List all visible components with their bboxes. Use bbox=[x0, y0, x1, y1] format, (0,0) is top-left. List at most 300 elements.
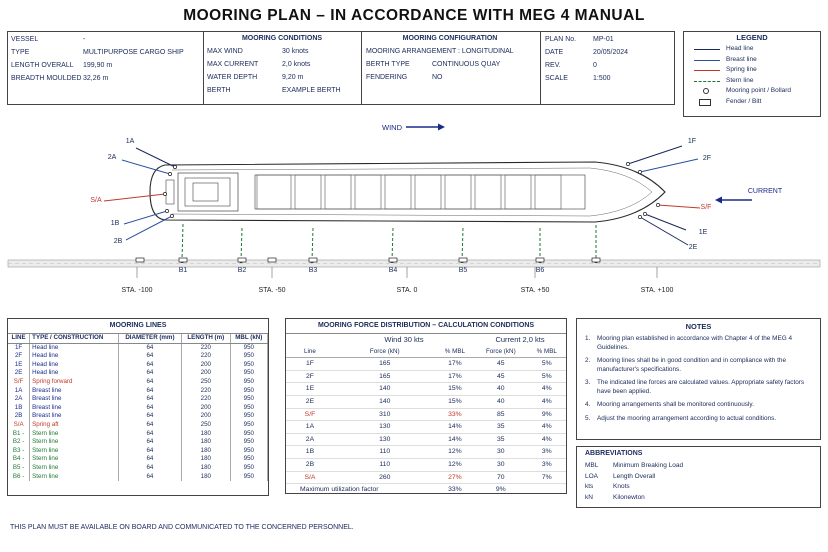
station-label: STA. 0 bbox=[396, 287, 418, 294]
legend-item bbox=[684, 76, 820, 87]
table-row bbox=[8, 421, 268, 430]
line-label: S/A bbox=[90, 197, 102, 204]
table-cell: 64 bbox=[118, 378, 181, 387]
legend-heading: LEGEND bbox=[736, 33, 768, 42]
bollard-icon bbox=[536, 258, 544, 262]
condition-key: MAX CURRENT bbox=[207, 61, 259, 68]
table-row bbox=[8, 404, 268, 413]
config-value: NO bbox=[432, 74, 443, 81]
table-cell: 40 bbox=[497, 397, 505, 405]
table-row bbox=[8, 430, 268, 439]
plan-key: PLAN No. bbox=[545, 36, 577, 43]
table-cell: 64 bbox=[118, 438, 181, 447]
table-cell: Breast line bbox=[30, 395, 119, 404]
table-cell: S/A bbox=[304, 473, 316, 481]
table-cell: 130 bbox=[379, 423, 391, 431]
config-key: BERTH TYPE bbox=[366, 61, 410, 68]
mooring-line bbox=[126, 216, 172, 240]
plan-key: DATE bbox=[545, 49, 564, 56]
condition-key: BERTH bbox=[207, 87, 231, 94]
table-cell: 1F bbox=[8, 343, 30, 352]
table-row bbox=[286, 383, 566, 396]
bollard-icon bbox=[389, 258, 397, 262]
table-cell: 250 bbox=[181, 378, 230, 387]
plan-row bbox=[545, 72, 628, 85]
note-text: Mooring arrangements shall be monitored continuously. bbox=[597, 401, 754, 408]
table-cell: Stern line bbox=[30, 430, 119, 439]
condition-key: MAX WIND bbox=[207, 48, 243, 55]
legend-label: Fender / Bitt bbox=[726, 97, 762, 105]
table-cell: 950 bbox=[230, 369, 267, 378]
column-header: Force (kN) bbox=[485, 347, 516, 355]
table-row bbox=[8, 464, 268, 473]
table-cell: 165 bbox=[379, 360, 391, 368]
table-cell: 4% bbox=[541, 423, 552, 431]
table-cell: 64 bbox=[118, 387, 181, 396]
bollard-icon bbox=[309, 258, 317, 262]
table-cell: 64 bbox=[118, 421, 181, 430]
table-cell: 64 bbox=[118, 412, 181, 421]
table-cell: 64 bbox=[118, 404, 181, 413]
vessel-value: 32,26 m bbox=[83, 75, 109, 82]
table-cell: 64 bbox=[118, 361, 181, 370]
note-item bbox=[585, 401, 812, 410]
table-cell: S/F bbox=[304, 410, 316, 418]
fairlead-icon bbox=[656, 203, 659, 206]
table-cell: Head line bbox=[30, 352, 119, 361]
legend-item bbox=[684, 44, 820, 55]
note-number: 2. bbox=[585, 357, 591, 364]
table-cell: 12% bbox=[448, 460, 462, 468]
table-cell: 260 bbox=[379, 473, 391, 481]
table-cell: Spring aft bbox=[30, 421, 119, 430]
bollard-label: B1 bbox=[178, 267, 188, 274]
condition-value: 2,0 knots bbox=[282, 61, 311, 68]
table-cell: B6 - bbox=[8, 473, 30, 482]
legend-item bbox=[684, 55, 820, 66]
line-label: 1A bbox=[125, 138, 135, 145]
table-cell: 250 bbox=[181, 421, 230, 430]
note-text: The indicated line forces are calculated values. Appropriate safety factors have been applied. bbox=[597, 379, 805, 395]
table-cell: Stern line bbox=[30, 447, 119, 456]
note-item bbox=[585, 357, 812, 374]
bollard-label: B6 bbox=[535, 267, 545, 274]
table-cell: 45 bbox=[497, 372, 505, 380]
footer-row bbox=[286, 484, 566, 496]
table-cell: 950 bbox=[230, 464, 267, 473]
station-label: STA. -50 bbox=[258, 287, 286, 294]
table-cell: 200 bbox=[181, 369, 230, 378]
table-row bbox=[8, 447, 268, 456]
note-number: 1. bbox=[585, 335, 591, 342]
table-cell: 2B bbox=[305, 460, 315, 468]
condition-row bbox=[207, 71, 357, 84]
column-header: LINE bbox=[8, 334, 30, 343]
legend-label: Spring line bbox=[726, 66, 757, 73]
fairlead-icon bbox=[638, 215, 641, 218]
footer-label: Maximum utilization factor bbox=[300, 486, 379, 494]
table-cell: 35 bbox=[497, 435, 505, 443]
table-cell: 5% bbox=[541, 360, 552, 368]
vessel-value: 199,90 m bbox=[83, 62, 113, 69]
table-cell: 950 bbox=[230, 421, 267, 430]
vessel-value: MULTIPURPOSE CARGO SHIP bbox=[83, 49, 184, 56]
table-cell: 40 bbox=[497, 385, 505, 393]
table-cell: 220 bbox=[181, 387, 230, 396]
configuration-block bbox=[366, 33, 534, 84]
table-cell: 2B bbox=[8, 412, 30, 421]
table-cell: 180 bbox=[181, 430, 230, 439]
abbreviations-box bbox=[576, 446, 821, 508]
mooring-line bbox=[462, 228, 463, 261]
table-cell: 3% bbox=[541, 460, 552, 468]
table-cell: 110 bbox=[379, 460, 391, 468]
table-cell: 15% bbox=[448, 397, 462, 405]
bollard-icon bbox=[459, 258, 467, 262]
table-cell: Stern line bbox=[30, 438, 119, 447]
table-cell: 200 bbox=[181, 361, 230, 370]
line-label: 1F bbox=[687, 138, 697, 145]
table-cell: 165 bbox=[379, 372, 391, 380]
vessel-row bbox=[11, 72, 184, 85]
fender-icon bbox=[699, 99, 711, 106]
mooring-diagram bbox=[0, 110, 828, 310]
note-text: Adjust the mooring arrangement according to actual conditions. bbox=[597, 414, 777, 422]
condition-value: EXAMPLE BERTH bbox=[282, 87, 341, 94]
table-row bbox=[8, 352, 268, 361]
legend-label: Mooring point / Bollard bbox=[726, 87, 792, 94]
vessel-row bbox=[11, 33, 184, 46]
table-cell: B2 - bbox=[8, 438, 30, 447]
column-header: Force (kN) bbox=[369, 347, 400, 355]
table-cell: 1B bbox=[8, 404, 30, 413]
bollard-icon bbox=[703, 88, 709, 94]
mooring-line bbox=[182, 224, 183, 261]
config-row bbox=[366, 71, 534, 84]
table-cell: 1E bbox=[8, 361, 30, 370]
line-label: 1B bbox=[110, 220, 120, 227]
config-key: MOORING ARRANGEMENT : LONGITUDINAL bbox=[366, 48, 514, 55]
table-row bbox=[286, 458, 566, 471]
vessel-key: BREADTH MOULDED bbox=[11, 75, 82, 82]
mooring-line bbox=[628, 146, 682, 164]
table-cell: 950 bbox=[230, 352, 267, 361]
table-cell: 140 bbox=[379, 385, 391, 393]
table-cell: Head line bbox=[30, 361, 119, 370]
table-cell: 35 bbox=[497, 423, 505, 431]
fairlead-icon bbox=[163, 192, 166, 195]
table-cell: Spring forward bbox=[30, 378, 119, 387]
table-cell: 180 bbox=[181, 455, 230, 464]
line-label: S/F bbox=[700, 204, 712, 211]
table-cell: 200 bbox=[181, 404, 230, 413]
plan-row bbox=[545, 33, 628, 46]
current-label: CURRENT bbox=[747, 188, 783, 195]
fender-icon bbox=[268, 258, 276, 262]
table-cell: 200 bbox=[181, 412, 230, 421]
table-row bbox=[8, 438, 268, 447]
fairlead-icon bbox=[626, 162, 629, 165]
config-value: CONTINUOUS QUAY bbox=[432, 61, 501, 68]
condition-value: 9,20 m bbox=[282, 74, 304, 81]
table-row bbox=[8, 412, 268, 421]
table-row bbox=[8, 395, 268, 404]
bollard-label: B3 bbox=[308, 267, 318, 274]
fender-icon bbox=[136, 258, 144, 262]
mooring-line bbox=[645, 214, 686, 230]
fairlead-icon bbox=[165, 209, 168, 212]
table-cell: Stern line bbox=[30, 473, 119, 482]
bollard-label: B4 bbox=[388, 267, 398, 274]
abbreviation-meaning: Minimum Breaking Load bbox=[613, 462, 684, 469]
column-header: Line bbox=[304, 347, 316, 355]
table-cell: 950 bbox=[230, 361, 267, 370]
plan-block bbox=[545, 33, 628, 85]
table-cell: 5% bbox=[541, 372, 552, 380]
plan-value: 20/05/2024 bbox=[593, 49, 629, 56]
table-cell: Breast line bbox=[30, 412, 119, 421]
mooring-lines-heading: MOORING LINES bbox=[8, 319, 268, 334]
table-cell: 220 bbox=[181, 343, 230, 352]
table-header-row bbox=[8, 334, 268, 343]
table-cell: Breast line bbox=[30, 404, 119, 413]
table-cell: 2F bbox=[305, 372, 314, 380]
abbreviation-item bbox=[585, 472, 812, 483]
table-row bbox=[286, 433, 566, 446]
table-cell: 2A bbox=[8, 395, 30, 404]
mooring-line bbox=[241, 228, 242, 261]
table-cell: 110 bbox=[379, 448, 391, 456]
column-header: MBL (kN) bbox=[230, 334, 267, 343]
column-header: % MBL bbox=[444, 347, 466, 355]
table-cell: B3 - bbox=[8, 447, 30, 456]
table-cell: 15% bbox=[448, 385, 462, 393]
note-text: Mooring plan established in accordance with Chapter 4 of the MEG 4 Guidelines. bbox=[597, 335, 793, 351]
table-row bbox=[286, 370, 566, 383]
table-cell: 27% bbox=[448, 473, 462, 481]
table-cell: S/F bbox=[8, 378, 30, 387]
column-header: LENGTH (m) bbox=[181, 334, 230, 343]
table-cell: B4 - bbox=[8, 455, 30, 464]
table-cell: 2F bbox=[8, 352, 30, 361]
abbreviation-term: kN bbox=[585, 493, 593, 501]
condition-row bbox=[207, 58, 357, 71]
table-cell: 7% bbox=[541, 473, 552, 481]
table-cell: 180 bbox=[181, 464, 230, 473]
condition-row bbox=[207, 45, 357, 58]
table-cell: 180 bbox=[181, 438, 230, 447]
group-header-row bbox=[286, 334, 566, 346]
abbreviations-heading: ABBREVIATIONS bbox=[585, 450, 643, 457]
table-row bbox=[8, 473, 268, 482]
bollard-icon bbox=[179, 258, 187, 262]
table-cell: 1E bbox=[305, 385, 315, 393]
table-cell: 64 bbox=[118, 343, 181, 352]
table-cell: 140 bbox=[379, 397, 391, 405]
plan-row bbox=[545, 59, 628, 72]
fairlead-icon bbox=[170, 214, 173, 217]
page-title: MOORING PLAN – IN ACCORDANCE WITH MEG 4 MANUAL bbox=[183, 7, 645, 24]
table-cell: 180 bbox=[181, 473, 230, 482]
abbreviation-item bbox=[585, 493, 812, 504]
legend-line-icon bbox=[694, 81, 720, 82]
table-cell: 950 bbox=[230, 455, 267, 464]
configuration-heading: MOORING CONFIGURATION bbox=[402, 35, 498, 42]
table-cell: 950 bbox=[230, 404, 267, 413]
table-cell: 950 bbox=[230, 447, 267, 456]
mooring-line bbox=[658, 205, 700, 208]
plan-row bbox=[545, 46, 628, 59]
footer-note: THIS PLAN MUST BE AVAILABLE ON BOARD AND COMMUNICATED TO THE CONCERNED PERSONNEL. bbox=[10, 524, 354, 531]
line-label: 2A bbox=[107, 154, 117, 161]
plan-key: SCALE bbox=[545, 75, 568, 82]
station-label: STA. -100 bbox=[121, 287, 153, 294]
table-header-row bbox=[286, 346, 566, 358]
table-cell: 180 bbox=[181, 447, 230, 456]
wind-group-header: Wind 30 kts bbox=[384, 335, 424, 344]
table-cell: S/A bbox=[8, 421, 30, 430]
force-table bbox=[285, 318, 567, 494]
table-cell: 950 bbox=[230, 378, 267, 387]
mooring-line bbox=[312, 228, 313, 261]
note-item bbox=[585, 379, 812, 396]
table-cell: 30 bbox=[497, 460, 505, 468]
bollard-label: B5 bbox=[458, 267, 468, 274]
table-cell: 64 bbox=[118, 455, 181, 464]
fairlead-icon bbox=[638, 170, 641, 173]
fairlead-icon bbox=[168, 172, 171, 175]
abbreviation-term: kts bbox=[585, 483, 594, 490]
abbreviation-term: LOA bbox=[585, 472, 599, 480]
table-cell: B1 - bbox=[8, 430, 30, 439]
note-text: Mooring lines shall be in good condition and in compliance with the manufacturer's specifications. bbox=[597, 357, 786, 373]
table-row bbox=[286, 471, 566, 484]
table-cell: 2A bbox=[305, 435, 315, 443]
legend-line-icon bbox=[694, 60, 720, 61]
abbreviation-meaning: Length Overall bbox=[613, 472, 656, 480]
ship-hull bbox=[150, 162, 665, 222]
station-label: STA. +50 bbox=[520, 287, 550, 294]
legend-line-icon bbox=[694, 49, 720, 50]
line-label: 2F bbox=[702, 155, 712, 162]
table-cell: 3% bbox=[541, 448, 552, 456]
table-row bbox=[8, 378, 268, 387]
legend-label: Breast line bbox=[726, 55, 757, 63]
wind-label: WIND bbox=[382, 123, 402, 132]
note-number: 3. bbox=[585, 379, 591, 386]
vessel-row bbox=[11, 46, 184, 59]
table-cell: 12% bbox=[448, 448, 462, 456]
condition-key: WATER DEPTH bbox=[207, 74, 258, 81]
table-cell: 4% bbox=[541, 397, 552, 405]
table-cell: 64 bbox=[118, 447, 181, 456]
table-row bbox=[286, 395, 566, 408]
table-cell: 220 bbox=[181, 395, 230, 404]
table-cell: 1F bbox=[305, 360, 314, 368]
table-cell: 950 bbox=[230, 438, 267, 447]
table-cell: 64 bbox=[118, 352, 181, 361]
table-cell: 2E bbox=[8, 369, 30, 378]
condition-value: 30 knots bbox=[282, 48, 309, 55]
table-cell: 4% bbox=[541, 435, 552, 443]
mooring-line bbox=[640, 159, 698, 172]
abbreviation-item bbox=[585, 482, 812, 493]
footer-value: 33% bbox=[448, 486, 462, 494]
plan-value: MP-01 bbox=[593, 36, 614, 43]
table-cell: Breast line bbox=[30, 387, 119, 396]
fairlead-icon bbox=[173, 165, 176, 168]
table-cell: 1A bbox=[305, 423, 315, 431]
table-cell: 950 bbox=[230, 473, 267, 482]
column-header: % MBL bbox=[536, 347, 557, 355]
config-row bbox=[366, 45, 534, 58]
table-cell: 4% bbox=[541, 385, 552, 393]
table-cell: 1B bbox=[305, 448, 315, 456]
table-cell: 220 bbox=[181, 352, 230, 361]
table-cell: 64 bbox=[118, 464, 181, 473]
vessel-block bbox=[11, 33, 184, 85]
table-row bbox=[286, 446, 566, 459]
table-cell: 14% bbox=[448, 435, 462, 443]
legend-item bbox=[684, 86, 820, 97]
column-header: TYPE / CONSTRUCTION bbox=[30, 334, 119, 343]
table-row bbox=[8, 361, 268, 370]
legend-item bbox=[684, 97, 820, 108]
table-row bbox=[8, 369, 268, 378]
abbreviation-meaning: Kilonewton bbox=[613, 493, 645, 501]
table-cell: 17% bbox=[448, 360, 462, 368]
table-cell: Stern line bbox=[30, 455, 119, 464]
table-cell: 9% bbox=[541, 410, 552, 418]
legend-label: Stern line bbox=[726, 76, 754, 84]
table-row bbox=[286, 358, 566, 371]
bollard-icon bbox=[238, 258, 246, 262]
table-row bbox=[8, 387, 268, 396]
force-heading: MOORING FORCE DISTRIBUTION – CALCULATION CONDITIONS bbox=[286, 319, 566, 334]
mooring-lines-table bbox=[7, 318, 269, 496]
table-cell: 310 bbox=[379, 410, 391, 418]
line-label: 2B bbox=[113, 238, 123, 245]
table-cell: Stern line bbox=[30, 464, 119, 473]
table-row bbox=[286, 408, 566, 421]
mooring-line bbox=[136, 148, 175, 167]
current-group-header: Current 2,0 kts bbox=[495, 335, 545, 344]
vessel-key: VESSEL bbox=[11, 36, 39, 43]
mooring-line bbox=[392, 228, 393, 261]
footer-value: 9% bbox=[495, 486, 506, 494]
table-cell: 950 bbox=[230, 412, 267, 421]
table-cell: Head line bbox=[30, 343, 119, 352]
table-cell: 1A bbox=[8, 387, 30, 396]
plan-value: 1:500 bbox=[593, 75, 611, 82]
notes-box bbox=[576, 318, 821, 440]
line-label: 2E bbox=[688, 244, 698, 251]
column-header: DIAMETER (mm) bbox=[118, 334, 181, 343]
plan-value: 0 bbox=[593, 62, 597, 69]
legend-item bbox=[684, 65, 820, 76]
table-cell: 30 bbox=[497, 448, 505, 456]
table-cell: 33% bbox=[448, 410, 462, 418]
table-cell: 70 bbox=[497, 473, 505, 481]
legend-line-icon bbox=[694, 70, 720, 71]
table-cell: 17% bbox=[448, 372, 462, 380]
vessel-key: TYPE bbox=[11, 49, 30, 56]
station-label: STA. +100 bbox=[640, 287, 674, 294]
table-cell: Head line bbox=[30, 369, 119, 378]
plan-key: REV. bbox=[545, 62, 561, 69]
notes-heading: NOTES bbox=[685, 322, 712, 331]
table-cell: 950 bbox=[230, 430, 267, 439]
